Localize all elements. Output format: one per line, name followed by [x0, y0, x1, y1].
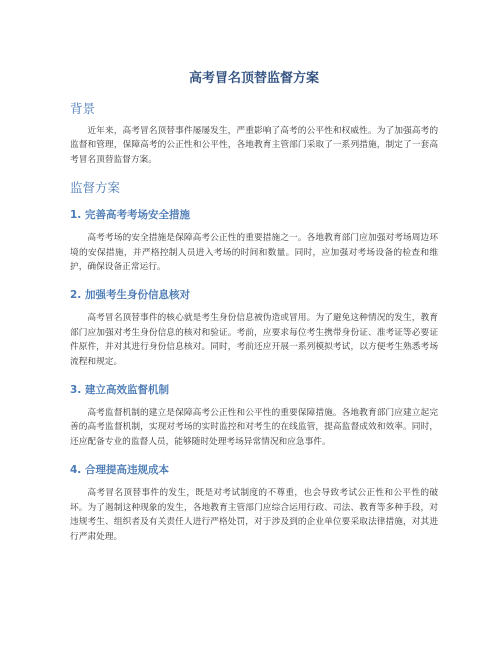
section-3-heading: 3. 建立高效监督机制 [70, 384, 169, 397]
section-1-heading: 1. 完善高考考场安全措施 [70, 209, 190, 222]
background-paragraph: 近年来，高考冒名顶替事件屡屡发生，严重影响了高考的公平性和权威性。为了加强高考的监督和管理，保障高考的公正性和公平性，各地教育主管部门采取了一系列措施，制定了一套高考冒名顶替监督方案。 [70, 126, 438, 165]
background-heading: 背景 [70, 101, 96, 116]
section-2-heading: 2. 加强考生身份信息核对 [70, 289, 190, 302]
section-4-paragraph: 高考冒名顶替事件的发生，既是对考试制度的不尊重，也会导致考试公正性和公平性的破坏。为了遏制这种现象的发生，各地教育主管部门应综合运用行政、司法、教育等多种手段，对违规考生、组织者及有关责任人进行严格处罚，对于涉及到的企业单位要采取法律措施，对其进行严肃处理。 [70, 488, 438, 542]
section-4-heading: 4. 合理提高违规成本 [70, 464, 169, 477]
document-title: 高考冒名顶替监督方案 [188, 71, 319, 86]
document-page [70, 70, 438, 557]
plan-heading: 监督方案 [70, 180, 121, 196]
section-3-paragraph: 高考监督机制的建立是保障高考公正性和公平性的重要保障措施。各地教育部门应建立起完善的高考监督机制，实现对考场的实时监控和对考生的在线监管，提高监督成效和效率。同时，还应配备专业的监督人员，能够随时处理考场异常情况和应急事件。 [70, 408, 438, 447]
section-2-paragraph: 高考冒名顶替事件的核心就是考生身份信息被伪造或冒用。为了避免这种情况的发生，教育部门应加强对考生身份信息的核对和验证。考前，应要求每位考生携带身份证、准考证等必要证件原件，并对其进行身份信息核对。同时，考前还应开展一系列模拟考试，以方便考生熟悉考场流程和规定。 [70, 313, 438, 367]
section-1-paragraph: 高考考场的安全措施是保障高考公正性的重要措施之一。各地教育部门应加强对考场周边环境的安保措施，并严格控制人员进入考场的时间和数量。同时，应加强对考场设备的检查和维护，确保设备正常运行。 [70, 233, 438, 273]
